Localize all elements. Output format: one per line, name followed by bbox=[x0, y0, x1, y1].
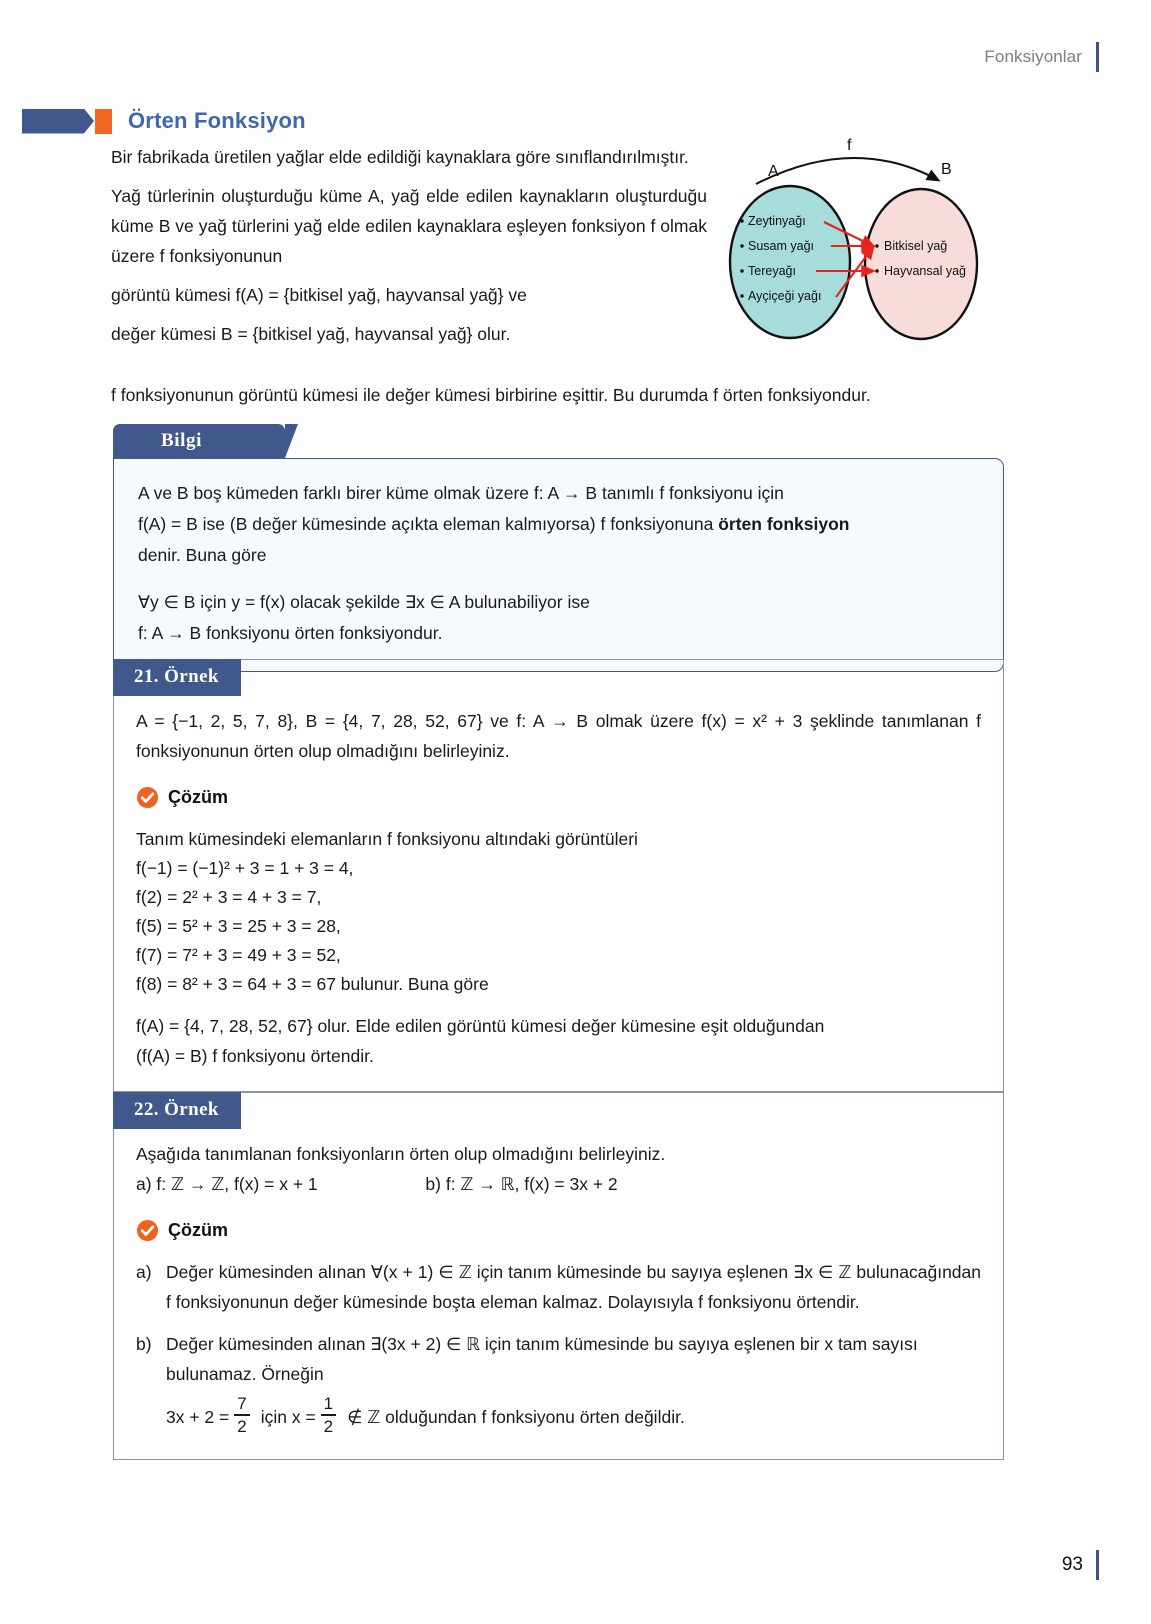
example-22-answer-a-row bbox=[136, 1257, 981, 1317]
bilgi-box bbox=[113, 424, 1004, 672]
final-eq-post: ∉ ℤ olduğundan f fonksiyonu örten değildir. bbox=[347, 1406, 685, 1427]
check-circle-icon bbox=[136, 786, 159, 809]
fraction-one-half bbox=[321, 1395, 336, 1435]
example-21-step-2: f(5) = 5² + 3 = 25 + 3 = 28, bbox=[136, 916, 341, 936]
fraction-bar-icon bbox=[321, 1414, 336, 1416]
bilgi-line-2 bbox=[138, 509, 979, 540]
example-22-box bbox=[113, 1092, 1004, 1460]
example-21-step-1: f(2) = 2² + 3 = 4 + 3 = 7, bbox=[136, 887, 322, 907]
intro-paragraph-3: görüntü kümesi f(A) = {bitkisel yağ, hayvansal yağ} ve bbox=[111, 285, 527, 305]
example-22-cozum-header bbox=[136, 1215, 981, 1245]
example-21-content bbox=[114, 706, 1003, 1091]
page-title: Örten Fonksiyon bbox=[128, 108, 306, 133]
example-21-box bbox=[113, 659, 1004, 1092]
example-22-answer-a-marker: a) bbox=[136, 1262, 152, 1282]
section-orange-bar-icon bbox=[95, 109, 112, 134]
venn-item-b-0: Bitkisel yağ bbox=[884, 239, 948, 253]
bilgi-line-5: f: A → B fonksiyonu örten fonksiyondur. bbox=[138, 623, 443, 643]
example-21-conclusion-1: f(A) = {4, 7, 28, 52, 67} olur. Elde edilen görüntü kümesi değer kümesine eşit olduğundan bbox=[136, 1016, 825, 1036]
example-22-answer-b-marker: b) bbox=[136, 1334, 152, 1354]
venn-function-label: f bbox=[847, 137, 852, 154]
example-22-cozum-label: Çözüm bbox=[168, 1220, 228, 1240]
example-22-answer-b bbox=[166, 1329, 981, 1437]
fraction-denominator: 2 bbox=[237, 1416, 247, 1436]
fraction-denominator: 2 bbox=[323, 1416, 334, 1436]
intro-text-column bbox=[111, 142, 707, 358]
bilgi-line-3: denir. Buna göre bbox=[138, 545, 267, 565]
running-head bbox=[984, 42, 1099, 72]
example-22-option-a: a) f: ℤ → ℤ, f(x) = x + 1 bbox=[136, 1174, 318, 1194]
example-22-tab: 22. Örnek bbox=[113, 1092, 241, 1129]
example-21-conclusion-2: (f(A) = B) f fonksiyonu örtendir. bbox=[136, 1046, 374, 1066]
venn-set-b-label: B bbox=[941, 161, 952, 178]
running-head-title: Fonksiyonlar bbox=[984, 47, 1082, 66]
venn-set-a-label: A bbox=[768, 163, 779, 180]
example-22 bbox=[113, 1092, 1004, 1460]
bilgi-tab-label: Bilgi bbox=[161, 430, 203, 451]
fraction-seven-halves bbox=[234, 1395, 249, 1435]
final-eq-mid: için x = bbox=[260, 1406, 316, 1427]
fraction-bar-icon bbox=[234, 1414, 249, 1416]
venn-ellipse-a bbox=[730, 186, 850, 338]
intro-paragraph-5: f fonksiyonunun görüntü kümesi ile değer kümesi birbirine eşittir. Bu durumda f örten fonksiyondur. bbox=[111, 384, 871, 405]
bilgi-line-2-bold: örten fonksiyon bbox=[718, 514, 850, 534]
venn-diagram bbox=[706, 136, 1006, 348]
intro-paragraph-4: değer kümesi B = {bitkisel yağ, hayvansal yağ} olur. bbox=[111, 324, 511, 344]
venn-item-a-0: Zeytinyağı bbox=[748, 214, 806, 228]
page-footer-rule bbox=[1096, 1550, 1099, 1580]
page-footer bbox=[1062, 1550, 1099, 1580]
bilgi-line-2-text: f(A) = B ise (B değer kümesinde açıkta eleman kalmıyorsa) f fonksiyonuna bbox=[138, 514, 719, 534]
venn-item-a-2: Tereyağı bbox=[748, 264, 796, 278]
example-22-statement: Aşağıda tanımlanan fonksiyonların örten olup olmadığını belirleyiniz. bbox=[136, 1144, 666, 1164]
example-21-intro-line: Tanım kümesindeki elemanların f fonksiyonu altındaki görüntüleri bbox=[136, 829, 638, 849]
example-22-content bbox=[114, 1139, 1003, 1459]
bilgi-body bbox=[113, 458, 1004, 672]
example-22-final-equation bbox=[166, 1394, 685, 1437]
intro-paragraph-2: Yağ türlerinin oluşturduğu küme A, yağ elde edilen kaynakların oluşturduğu küme B ve yağ türlerini yağ elde edilen kaynaklara eşleyen fonksiyon f olmak üzere f fonksiyonunun bbox=[111, 186, 707, 266]
example-21-statement: A = {−1, 2, 5, 7, 8}, B = {4, 7, 28, 52, 67} ve f: A → B olmak üzere f(x) = x² + 3 şeklinde tanımlanan f fonksiyonunun örten olup olmadığını belirleyiniz. bbox=[136, 711, 981, 761]
example-21 bbox=[113, 659, 1004, 1092]
final-eq-pre: 3x + 2 = bbox=[166, 1406, 230, 1427]
intro-paragraph-5-wrap bbox=[111, 362, 991, 427]
section-heading bbox=[22, 108, 306, 134]
running-head-rule bbox=[1096, 42, 1099, 72]
intro-paragraph-1: Bir fabrikada üretilen yağlar elde edildiği kaynaklara göre sınıflandırılmıştır. bbox=[111, 147, 689, 167]
example-21-steps bbox=[136, 854, 981, 999]
fraction-numerator: 1 bbox=[323, 1394, 334, 1413]
example-22-options bbox=[136, 1169, 981, 1199]
bilgi-line-4: ∀y ∈ B için y = f(x) olacak şekilde ∃x ∈ A bulunabiliyor ise bbox=[138, 592, 590, 612]
section-blue-bar-icon bbox=[22, 109, 94, 134]
example-22-answer-b-text: Değer kümesinden alınan ∃(3x + 2) ∈ ℝ için tanım kümesinde bu sayıya eşlenen bir x tam sayısı bulunamaz. Örneğin bbox=[166, 1334, 918, 1384]
example-21-cozum-header bbox=[136, 782, 981, 812]
bilgi-spacer bbox=[138, 571, 979, 587]
example-21-step-0: f(−1) = (−1)² + 3 = 1 + 3 = 4, bbox=[136, 858, 354, 878]
venn-item-a-1: Susam yağı bbox=[748, 239, 815, 253]
page-number: 93 bbox=[1061, 1554, 1083, 1575]
example-22-answers bbox=[136, 1257, 981, 1437]
venn-item-b-1: Hayvansal yağ bbox=[884, 264, 966, 278]
fraction-numerator: 7 bbox=[237, 1394, 247, 1413]
example-21-step-3: f(7) = 7² + 3 = 49 + 3 = 52, bbox=[136, 945, 341, 965]
example-21-tab: 21. Örnek bbox=[113, 659, 241, 696]
example-21-cozum-label: Çözüm bbox=[168, 787, 228, 807]
check-circle-icon bbox=[136, 1219, 159, 1242]
venn-item-a-3: Ayçiçeği yağı bbox=[748, 289, 822, 303]
bilgi-line-1: A ve B boş kümeden farklı birer küme olmak üzere f: A → B tanımlı f fonksiyonu için bbox=[138, 483, 784, 503]
example-21-step-4: f(8) = 8² + 3 = 64 + 3 = 67 bulunur. Buna göre bbox=[136, 974, 489, 994]
example-22-option-b: b) f: ℤ → ℝ, f(x) = 3x + 2 bbox=[425, 1174, 618, 1194]
example-22-answer-b-row bbox=[136, 1329, 981, 1437]
bilgi-tab bbox=[113, 424, 285, 458]
example-22-answer-a: Değer kümesinden alınan ∀(x + 1) ∈ ℤ için tanım kümesinde bu sayıya eşlenen ∃x ∈ ℤ bulunacağından f fonksiyonunun değer kümesinde boşta eleman kalmaz. Dolayısıyla f fonksiyonu örtendir. bbox=[166, 1262, 981, 1312]
